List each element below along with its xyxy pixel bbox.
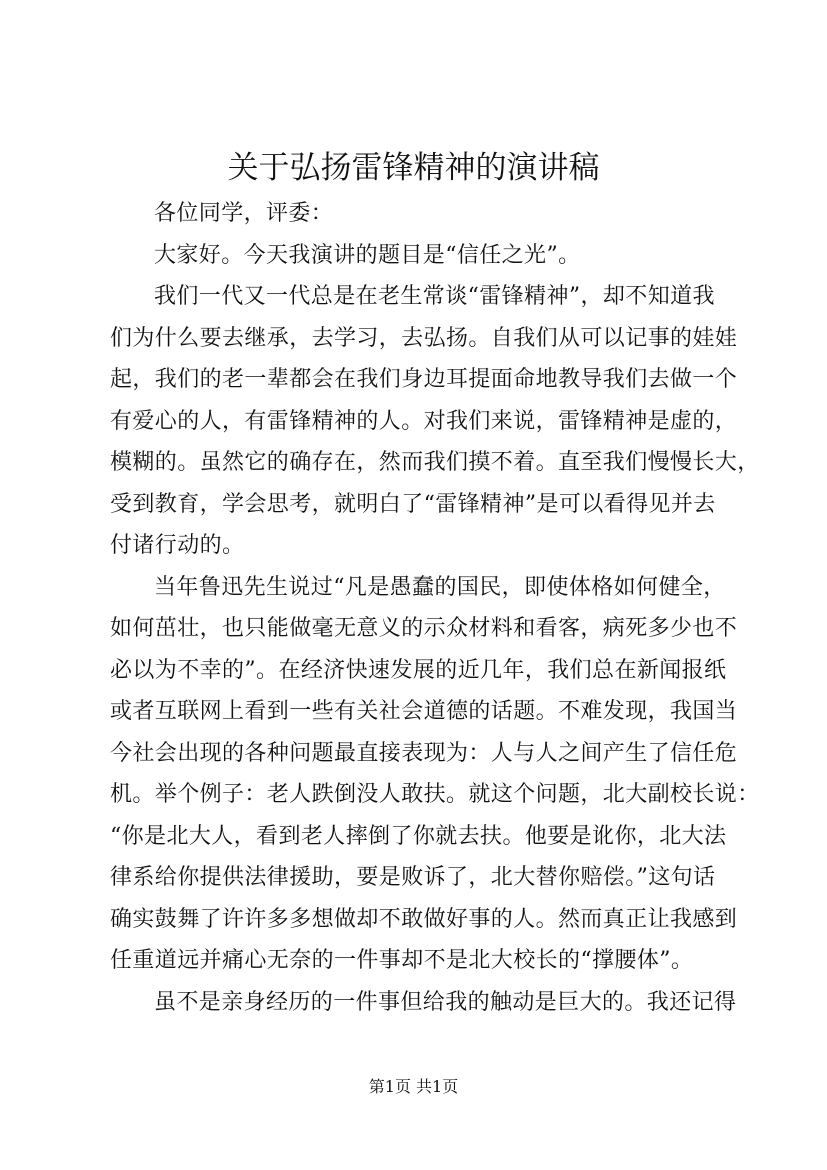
text-line: 必以为不幸的”。在经济快速发展的近几年，我们总在新闻报纸 bbox=[110, 657, 727, 683]
page-footer: 第1页 共1页 bbox=[368, 1077, 459, 1096]
text-line: 虽不是亲身经历的一件事但给我的触动是巨大的。我还记得 bbox=[154, 989, 737, 1015]
text-line: 或者互联网上看到一些有关社会道德的话题。不难发现，我国当 bbox=[110, 699, 738, 724]
text-line: 如何茁壮，也只能做毫无意义的示众材料和看客，病死多少也不 bbox=[110, 616, 738, 641]
text-line: 各位同学，评委： bbox=[154, 201, 334, 226]
document-body bbox=[110, 193, 760, 1023]
text-line: 机。举个例子：老人跌倒没人敢扶。就这个问题，北大副校长说： bbox=[110, 782, 760, 807]
text-line: 有爱心的人，有雷锋精神的人。对我们来说，雷锋精神是虚的， bbox=[110, 408, 738, 434]
text-line: 今社会出现的各种问题最直接表现为：人与人之间产生了信任危 bbox=[110, 740, 738, 766]
text-line: 起，我们的老一辈都会在我们身边耳提面命地教导我们去做一个 bbox=[110, 367, 738, 392]
text-line: 我们一代又一代总是在老生常谈“雷锋精神”，却不知道我 bbox=[154, 284, 715, 309]
document-title: 关于弘扬雷锋精神的演讲稿 bbox=[227, 150, 600, 186]
text-line: “你是北大人，看到老人摔倒了你就去扶。他要是讹你，北大法 bbox=[110, 823, 727, 849]
text-line: 律系给你提供法律援助，要是败诉了，北大替你赔偿。”这句话 bbox=[110, 865, 716, 890]
text-line: 当年鲁迅先生说过“凡是愚蠢的国民，即使体格如何健全， bbox=[154, 574, 726, 600]
text-line: 任重道远并痛心无奈的一件事却不是北大校长的“撑腰体”。 bbox=[110, 948, 694, 973]
text-line: 付诸行动的。 bbox=[110, 533, 245, 558]
text-line: 受到教育，学会思考，就明白了“雷锋精神”是可以看得见并去 bbox=[110, 491, 716, 517]
text-line: 们为什么要去继承，去学习，去弘扬。自我们从可以记事的娃娃 bbox=[110, 325, 738, 351]
text-line: 模糊的。虽然它的确存在，然而我们摸不着。直至我们慢慢长大， bbox=[110, 450, 760, 475]
text-line: 大家好。今天我演讲的题目是“信任之光”。 bbox=[154, 242, 581, 268]
text-line: 确实鼓舞了许许多多想做却不敢做好事的人。然而真正让我感到 bbox=[110, 906, 738, 932]
